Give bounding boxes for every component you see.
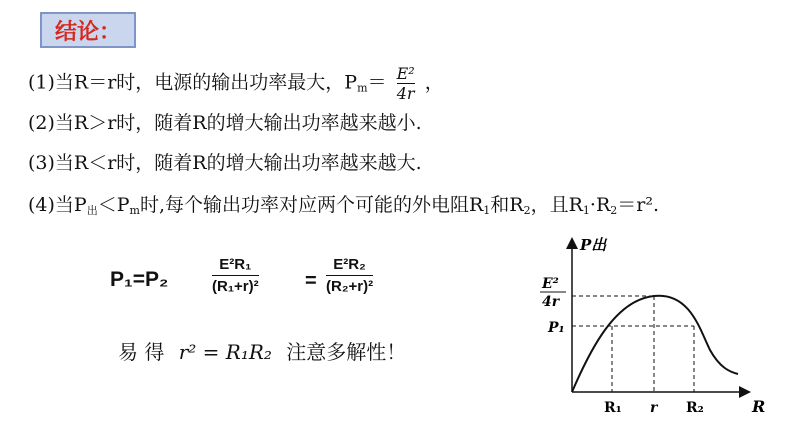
x-tick-r: r	[650, 400, 658, 416]
equals-sign: =	[305, 270, 317, 292]
equal-power-label: P₁=P₂	[110, 268, 169, 291]
x-axis-label: R	[752, 397, 766, 416]
conclusion-line-2: (2)当R＞r时，随着R的增大输出功率越来越小.	[28, 112, 422, 134]
note-line: 易 得 r² = R₁R₂ 注意多解性！	[118, 340, 407, 364]
x-tick-r1: R₁	[604, 400, 622, 416]
power-fraction-2: E²R₂ (R₂+r)²	[326, 256, 374, 295]
y-tick-p1: P₁	[548, 320, 565, 336]
y-axis-label: P出	[580, 236, 607, 254]
conclusion-line-3: (3)当R＜r时，随着R的增大输出功率越来越大.	[28, 152, 422, 174]
y-tick-max-num: E²	[542, 276, 559, 292]
x-tick-r2: R₂	[686, 400, 704, 416]
power-curve	[572, 296, 738, 392]
conclusion-line-4: (4)当$P_出<P_m$时,每个输出功率对应两个可能的外电阻$R_1$和$R_2$，且$R_1\cdot R_2=r^2$.	[28, 194, 660, 217]
y-tick-max-den: 4r	[542, 294, 560, 310]
max-power-fraction: $\frac{\text{E²}}{4r}$	[396, 64, 415, 103]
conclusion-badge: 结论：	[40, 12, 136, 48]
conclusion-line-1: (1)当R＝r时，电源的输出功率最大，$P_m=$ $\frac{\text{E²}}{4r}$ ，	[28, 64, 444, 103]
power-fraction-1: E²R₁ (R₁+r)²	[212, 256, 259, 295]
